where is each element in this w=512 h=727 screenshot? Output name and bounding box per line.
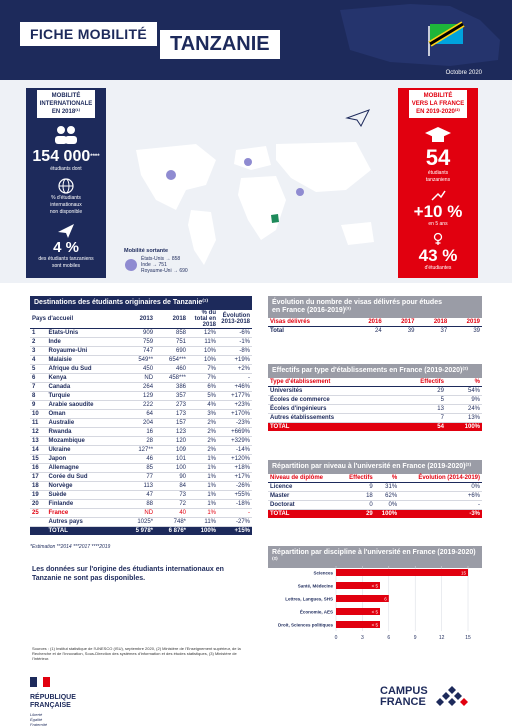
table-cell: TOTAL	[268, 423, 395, 432]
table-row	[30, 356, 252, 365]
table-cell: Afrique du Sud	[46, 365, 122, 374]
table-cell: 1%	[188, 500, 218, 509]
table-cell: 10	[30, 410, 46, 419]
table-cell: 858	[155, 329, 188, 338]
table-row	[30, 365, 252, 374]
table-row	[30, 455, 252, 464]
table-cell: -23%	[218, 419, 252, 428]
table-cell: TOTAL	[46, 527, 122, 536]
table-cell: -14%	[218, 446, 252, 455]
table-cell: +177%	[218, 392, 252, 401]
table-cell: +669%	[218, 428, 252, 437]
table-cell: 40	[155, 509, 188, 518]
table-cell: 20	[30, 500, 46, 509]
globe-icon	[56, 177, 76, 195]
table-row	[30, 464, 252, 473]
table-cell: 16	[30, 464, 46, 473]
table-cell: 0%	[399, 483, 482, 492]
table-cell: 10%	[188, 356, 218, 365]
table-cell: +6%	[399, 492, 482, 501]
table-cell: 0	[340, 501, 375, 510]
table-cell: 12%	[188, 329, 218, 338]
table-cell: +15%	[218, 527, 252, 536]
table-row	[30, 527, 252, 536]
table-cell: 7	[395, 414, 446, 423]
map-legend: Mobilité sortante États-Unis → 858 Inde → 751 Royaume-Uni → 690	[124, 248, 188, 274]
table-cell: 24%	[446, 405, 482, 414]
table-cell: +23%	[218, 401, 252, 410]
x-tick-label: 6	[387, 635, 391, 641]
x-tick-label: 9	[413, 635, 417, 641]
table-cell: Ukraine	[46, 446, 122, 455]
table-row	[30, 437, 252, 446]
col-header: 2013	[122, 310, 155, 329]
bar	[336, 595, 389, 602]
table-cell: +18%	[218, 464, 252, 473]
growth-arrow-icon	[430, 188, 446, 202]
table-cell: Arabie saoudite	[46, 401, 122, 410]
table-cell: 204	[122, 419, 155, 428]
table-row	[30, 428, 252, 437]
table-cell: 2	[30, 338, 46, 347]
graduation-cap-icon	[423, 124, 453, 146]
table-cell: 7%	[188, 374, 218, 383]
table-row	[30, 491, 252, 500]
discipline-chart-title: Répartition par discipline à l'université en France (2019-2020)⁽²⁾	[268, 546, 482, 568]
table-row	[30, 446, 252, 455]
map-dot-usa	[166, 170, 176, 180]
table-cell: 100%	[375, 510, 399, 519]
establishments-title: Effectifs par type d'établissements en France (2019-2020)⁽²⁾	[268, 364, 482, 378]
table-cell: 84	[155, 482, 188, 491]
publication-date: Octobre 2020	[445, 70, 482, 76]
table-cell: +46%	[218, 383, 252, 392]
table-cell: 6	[30, 374, 46, 383]
table-cell: 458***	[155, 374, 188, 383]
table-cell: 9	[340, 483, 375, 492]
table-cell: 759	[122, 338, 155, 347]
col-header: Évolution 2013-2018	[218, 310, 252, 329]
table-cell: 16	[122, 428, 155, 437]
table-cell: 2%	[188, 419, 218, 428]
table-cell: 64	[122, 410, 155, 419]
table-cell: 11	[30, 419, 46, 428]
destinations-body	[30, 329, 252, 536]
table-cell: 13	[30, 437, 46, 446]
table-cell: 9	[30, 401, 46, 410]
table-cell: Kenya	[46, 374, 122, 383]
table-cell: Canada	[46, 383, 122, 392]
table-cell: 10%	[188, 347, 218, 356]
bar-value-label: 15	[460, 570, 466, 576]
table-cell: 1%	[188, 509, 218, 518]
table-cell: 15	[30, 455, 46, 464]
table-cell: Oman	[46, 410, 122, 419]
table-cell: 751	[155, 338, 188, 347]
table-cell: Royaume-Uni	[46, 347, 122, 356]
table-cell: Turquie	[46, 392, 122, 401]
table-row	[30, 518, 252, 527]
table-cell: 6 876*	[155, 527, 188, 536]
table-cell: 85	[122, 464, 155, 473]
bar-value-label: 6	[384, 596, 387, 602]
table-cell: ND	[122, 509, 155, 518]
tanzania-marker	[271, 214, 279, 223]
table-row	[30, 509, 252, 518]
table-cell: -18%	[218, 500, 252, 509]
table-cell: 54%	[446, 387, 482, 396]
category-label: Droit, Sciences politiques	[277, 622, 333, 628]
table-cell: 1025*	[122, 518, 155, 527]
table-cell: -	[218, 374, 252, 383]
table-cell: Allemagne	[46, 464, 122, 473]
table-cell: 18	[30, 482, 46, 491]
table-cell: 357	[155, 392, 188, 401]
table-cell: 54	[395, 423, 446, 432]
france-students: 54	[425, 145, 451, 170]
table-cell: 100	[155, 464, 188, 473]
table-cell: 25	[30, 509, 46, 518]
female-icon	[431, 232, 445, 246]
plane-icon	[56, 222, 76, 240]
table-cell	[30, 527, 46, 536]
table-row-total	[268, 423, 482, 432]
table-cell: +120%	[218, 455, 252, 464]
table-cell: 4	[30, 356, 46, 365]
republique-francaise-logo: RÉPUBLIQUE FRANÇAISE Liberté Égalité Fraternité	[30, 674, 80, 727]
table-cell: -27%	[218, 518, 252, 527]
table-cell: 28	[122, 437, 155, 446]
x-tick-label: 0	[334, 635, 338, 641]
x-tick-label: 12	[438, 635, 445, 641]
table-row	[30, 473, 252, 482]
table-row	[30, 347, 252, 356]
levels-title: Répartition par niveau à l'université en France (2019-2020)⁽²⁾	[268, 460, 482, 474]
levels-table: Niveau de diplôme Effectifs % Évolution (2014-2019) Licence 9 31% 0% Master 18 62% +6% Doctorat 0 0% - TOTAL 29 100% -3%	[270, 475, 480, 517]
female-caption: d'étudiantes	[424, 265, 452, 271]
table-cell: 3%	[188, 410, 218, 419]
table-cell: 120	[155, 437, 188, 446]
sources: Sources : (1) Institut statistique de l'UNESCO (ISU), septembre 2020, (2) Ministère de l'Enseignement supérieur, de la Recherche et de l'Innovation, Sous-Direction des systèmes d'information et des études statistiques, (3) Ministère de l'Intérieur.	[32, 646, 241, 661]
x-tick-label: 3	[361, 635, 364, 641]
destinations-footnote: *Estimation **2014 ***2017 ****2019	[30, 544, 111, 550]
table-cell: 12	[30, 428, 46, 437]
table-row	[268, 483, 482, 492]
panel-label: MOBILITÉ INTERNATIONALE EN 2018⁽¹⁾	[37, 90, 96, 118]
table-cell: 273	[155, 401, 188, 410]
table-row	[30, 392, 252, 401]
country-title: TANZANIE	[160, 30, 280, 59]
table-cell: +55%	[218, 491, 252, 500]
france-mobility-panel	[398, 88, 478, 278]
table-cell: 2%	[188, 428, 218, 437]
table-cell: 29	[340, 510, 375, 519]
table-cell: 748*	[155, 518, 188, 527]
table-cell: 90	[155, 473, 188, 482]
table-cell: Norvège	[46, 482, 122, 491]
total-caption: étudiants dont	[50, 166, 82, 172]
legend-dot-icon	[124, 258, 138, 272]
establishments-table: Type d'établissement Effectifs % Universités 29 54% Écoles de commerce 5 9% Écoles d'ingénieurs 13 24% Autres établissements 7 13% TOTAL 54 100%	[270, 379, 480, 430]
table-cell: -	[218, 509, 252, 518]
bar-value-label: < 5	[371, 583, 378, 589]
destinations-title: Destinations des étudiants originaires de Tanzanie⁽¹⁾	[30, 296, 252, 310]
table-cell: 46	[122, 455, 155, 464]
table-row	[30, 500, 252, 509]
growth-value: +10 %	[413, 202, 463, 221]
table-cell: Rwanda	[46, 428, 122, 437]
table-cell: Écoles d'ingénieurs	[268, 405, 395, 414]
table-cell: Corée du Sud	[46, 473, 122, 482]
table-cell: 1	[30, 329, 46, 338]
table-cell: 13%	[446, 414, 482, 423]
map-dot-india	[296, 188, 304, 196]
bar	[336, 569, 468, 576]
table-cell: 123	[155, 428, 188, 437]
table-cell: Master	[268, 492, 340, 501]
table-cell	[30, 518, 46, 527]
table-cell: 5	[395, 396, 446, 405]
table-row	[30, 482, 252, 491]
table-cell: +329%	[218, 437, 252, 446]
total-students: 154 000	[32, 148, 91, 165]
table-cell: 6%	[188, 383, 218, 392]
table-cell: 100%	[188, 527, 218, 536]
table-cell: 5 978*	[122, 527, 155, 536]
table-cell: Suède	[46, 491, 122, 500]
table-cell: 77	[122, 473, 155, 482]
table-cell: 1%	[188, 455, 218, 464]
female-pct: 43 %	[418, 246, 458, 265]
discipline-chart	[268, 560, 482, 646]
mobile-pct: 4 %	[53, 239, 79, 256]
table-cell: 7%	[188, 365, 218, 374]
table-cell: Doctorat	[268, 501, 340, 510]
table-cell: 549**	[122, 356, 155, 365]
destinations-table	[30, 310, 252, 535]
table-row	[30, 410, 252, 419]
table-cell: +2%	[218, 365, 252, 374]
category-label: Sciences	[313, 570, 333, 576]
students-icon	[51, 122, 81, 146]
table-cell: 5%	[188, 392, 218, 401]
table-cell: 100%	[446, 423, 482, 432]
table-cell: 460	[155, 365, 188, 374]
table-cell: Finlande	[46, 500, 122, 509]
table-cell: Écoles de commerce	[268, 396, 395, 405]
table-row	[30, 329, 252, 338]
table-cell: 19	[30, 491, 46, 500]
table-cell: +19%	[218, 356, 252, 365]
x-tick-label: 15	[465, 635, 471, 641]
table-cell: Japon	[46, 455, 122, 464]
table-cell: 386	[155, 383, 188, 392]
table-cell: -8%	[218, 347, 252, 356]
table-cell: 17	[30, 473, 46, 482]
map-dot-uk	[244, 158, 252, 166]
category-label: Santé, Médecine	[297, 583, 333, 589]
col-header: % du total en 2018	[188, 310, 218, 329]
table-cell: 11%	[188, 518, 218, 527]
table-cell: Licence	[268, 483, 340, 492]
table-cell: 9%	[446, 396, 482, 405]
table-cell: -6%	[218, 329, 252, 338]
table-row-total	[268, 510, 482, 519]
bar-value-label: < 5	[371, 609, 378, 615]
intl-pct-caption: % d'étudiants internationaux non disponible	[49, 195, 83, 215]
table-cell: 157	[155, 419, 188, 428]
table-cell: Mozambique	[46, 437, 122, 446]
col-header: 2018	[155, 310, 188, 329]
table-cell: Australie	[46, 419, 122, 428]
table-cell: France	[46, 509, 122, 518]
visas-table: Visas délivrés 2016 2017 2018 2019 Total 24 39 37 39	[270, 319, 480, 334]
country-silhouette-icon	[330, 0, 512, 70]
table-cell: Malaisie	[46, 356, 122, 365]
table-cell: 0%	[375, 501, 399, 510]
table-cell: 113	[122, 482, 155, 491]
origin-note: Les données sur l'origine des étudiants internationaux en Tanzanie ne sont pas disponibles.	[32, 566, 224, 582]
table-row	[268, 492, 482, 501]
table-cell: 450	[122, 365, 155, 374]
growth-caption: en 5 ans	[428, 221, 448, 227]
category-label: Lettres, Langues, SHS	[285, 596, 333, 602]
table-cell: 88	[122, 500, 155, 509]
table-cell: 8	[30, 392, 46, 401]
table-cell: 690	[155, 347, 188, 356]
table-cell: 909	[122, 329, 155, 338]
panel-label: MOBILITÉ VERS LA FRANCE EN 2019-2020⁽²⁾	[409, 90, 467, 118]
table-cell: 31%	[375, 483, 399, 492]
table-cell: 264	[122, 383, 155, 392]
table-row	[268, 396, 482, 405]
table-cell: 73	[155, 491, 188, 500]
table-cell: 747	[122, 347, 155, 356]
table-cell: 127**	[122, 446, 155, 455]
table-row: Total 24 39 37 39	[270, 328, 480, 334]
table-cell: 18	[340, 492, 375, 501]
table-row	[268, 414, 482, 423]
marianne-flag-icon	[30, 677, 50, 687]
table-cell: 72	[155, 500, 188, 509]
paper-plane-icon	[345, 108, 371, 128]
table-cell: -1%	[218, 338, 252, 347]
table-cell: 62%	[375, 492, 399, 501]
table-cell: 654***	[155, 356, 188, 365]
tanzania-flag-icon	[425, 20, 465, 56]
table-cell: 129	[122, 392, 155, 401]
table-cell: -	[399, 501, 482, 510]
col-header: Pays d'accueil	[30, 310, 122, 329]
category-label: Économie, AES	[299, 609, 333, 615]
table-cell: 3	[30, 347, 46, 356]
table-cell: ND	[122, 374, 155, 383]
table-cell: 47	[122, 491, 155, 500]
page-title: FICHE MOBILITÉ	[20, 22, 157, 46]
table-cell: 1%	[188, 473, 218, 482]
mobile-caption: des étudiants tanzaniens sont mobiles	[38, 256, 94, 269]
table-cell: 11%	[188, 338, 218, 347]
table-cell: Autres établissements	[268, 414, 395, 423]
table-row	[30, 419, 252, 428]
bar-value-label: < 5	[371, 622, 378, 628]
table-cell: -26%	[218, 482, 252, 491]
table-cell: 1%	[188, 491, 218, 500]
table-cell: 173	[155, 410, 188, 419]
table-cell: 1%	[188, 482, 218, 491]
table-cell: 2%	[188, 446, 218, 455]
total-stars: ****	[90, 154, 100, 160]
table-row	[30, 374, 252, 383]
table-cell: 14	[30, 446, 46, 455]
table-cell: Autres pays	[46, 518, 122, 527]
table-row	[30, 383, 252, 392]
international-mobility-panel	[26, 88, 106, 278]
table-row	[268, 501, 482, 510]
table-cell: 101	[155, 455, 188, 464]
table-cell: 13	[395, 405, 446, 414]
table-row	[30, 338, 252, 347]
table-cell: +17%	[218, 473, 252, 482]
table-row	[30, 401, 252, 410]
campus-france-mark-icon	[434, 684, 470, 710]
table-cell: 7	[30, 383, 46, 392]
table-cell: 1%	[188, 464, 218, 473]
france-students-caption: étudiants tanzaniens	[425, 170, 451, 183]
hero-banner	[0, 0, 512, 283]
table-cell: 109	[155, 446, 188, 455]
table-row	[268, 405, 482, 414]
table-cell: 5	[30, 365, 46, 374]
table-cell: TOTAL	[268, 510, 340, 519]
table-cell: 222	[122, 401, 155, 410]
visas-title: Évolution du nombre de visas délivrés pour études en France (2016-2019)⁽³⁾	[268, 296, 482, 318]
table-cell: Inde	[46, 338, 122, 347]
table-cell: 29	[395, 387, 446, 396]
table-cell: +170%	[218, 410, 252, 419]
table-cell: 2%	[188, 437, 218, 446]
table-cell: Universités	[268, 387, 395, 396]
table-row	[268, 387, 482, 396]
table-cell: 4%	[188, 401, 218, 410]
campus-france-logo: CAMPUS FRANCE	[380, 686, 470, 708]
table-cell: États-Unis	[46, 329, 122, 338]
table-cell: -3%	[399, 510, 482, 519]
